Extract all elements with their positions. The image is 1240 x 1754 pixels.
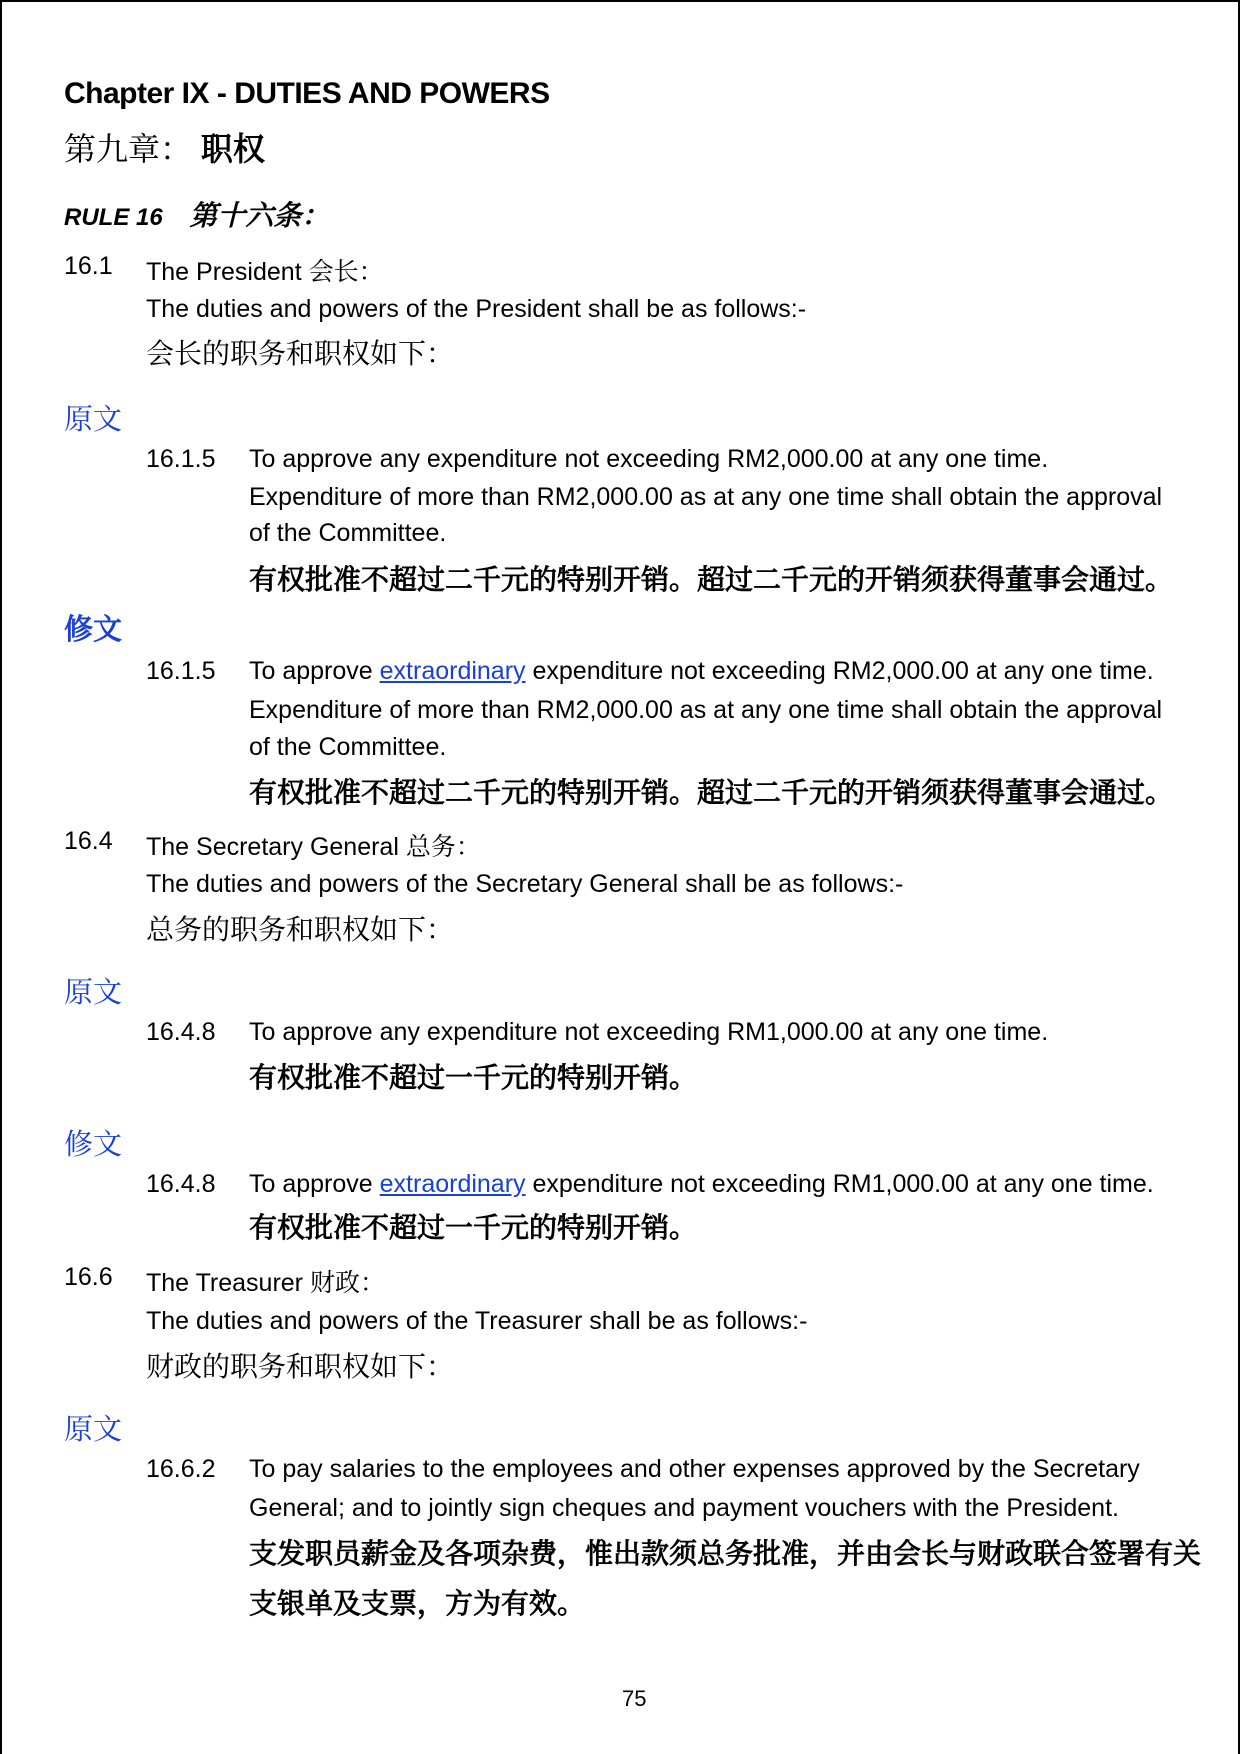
clause-line bbox=[249, 657, 1154, 686]
section-heading: The Treasurer 财政： bbox=[146, 1269, 385, 1297]
clause-zh: 有权批准不超过二千元的特别开销。超过二千元的开销须获得董事会通过。 bbox=[249, 777, 1174, 808]
clause-number: 16.4.8 bbox=[146, 1170, 216, 1198]
clause-line: To approve any expenditure not exceeding RM1,000.00 at any one time. bbox=[249, 1018, 1049, 1046]
original-text-tag: 原文 bbox=[64, 977, 123, 1009]
clause-line: of the Committee. bbox=[249, 733, 447, 761]
clause-line: of the Committee. bbox=[249, 519, 447, 547]
clause-zh: 有权批准不超过一千元的特别开销。 bbox=[249, 1212, 698, 1243]
section-intro-zh: 总务的职务和职权如下： bbox=[146, 914, 455, 945]
clause-line: Expenditure of more than RM2,000.00 as at any one time shall obtain the approval bbox=[249, 696, 1163, 724]
chapter-title-en: Chapter IX - DUTIES AND POWERS bbox=[64, 77, 550, 110]
rule-label: RULE 16 bbox=[64, 204, 163, 231]
page-number: 75 bbox=[622, 1686, 647, 1711]
clause-number: 16.1.5 bbox=[146, 445, 216, 473]
original-text-tag: 原文 bbox=[64, 404, 123, 436]
rule-heading bbox=[64, 194, 329, 234]
revised-text-tag: 修文 bbox=[64, 1129, 123, 1161]
extraordinary-link[interactable]: extraordinary bbox=[379, 1170, 526, 1198]
clause-zh: 支发职员薪金及各项杂费，惟出款须总务批准，并由会长与财政联合签署有关 bbox=[249, 1538, 1202, 1569]
clause-zh: 支银单及支票，方为有效。 bbox=[249, 1588, 586, 1619]
clause-text: expenditure not exceeding RM1,000.00 at any one time. bbox=[525, 1170, 1154, 1198]
revised-text-tag: 修文 bbox=[64, 614, 123, 646]
section-heading: The President 会长： bbox=[146, 258, 384, 286]
clause-line: To pay salaries to the employees and other expenses approved by the Secretary bbox=[249, 1455, 1140, 1483]
clause-line: General; and to jointly sign cheques and payment vouchers with the President. bbox=[249, 1494, 1119, 1522]
rule-label-zh: 第十六条： bbox=[189, 200, 330, 231]
clause-zh: 有权批准不超过二千元的特别开销。超过二千元的开销须获得董事会通过。 bbox=[249, 564, 1174, 595]
clause-text: To approve bbox=[249, 1170, 380, 1198]
section-number: 16.1 bbox=[64, 252, 113, 280]
chapter-title-zh bbox=[64, 124, 265, 170]
section-intro-en: The duties and powers of the Secretary General shall be as follows:- bbox=[146, 870, 904, 898]
clause-number: 16.6.2 bbox=[146, 1455, 216, 1483]
section-intro-zh: 财政的职务和职权如下： bbox=[146, 1351, 455, 1382]
clause-number: 16.4.8 bbox=[146, 1018, 216, 1046]
clause-line: To approve any expenditure not exceeding RM2,000.00 at any one time. bbox=[249, 445, 1049, 473]
section-number: 16.6 bbox=[64, 1263, 113, 1291]
chapter-title-zh-main: 职权 bbox=[200, 131, 265, 167]
extraordinary-link[interactable]: extraordinary bbox=[379, 657, 526, 685]
clause-line: Expenditure of more than RM2,000.00 as at any one time shall obtain the approval bbox=[249, 483, 1163, 511]
clause-zh: 有权批准不超过一千元的特别开销。 bbox=[249, 1062, 698, 1093]
clause-line bbox=[249, 1170, 1154, 1199]
clause-number: 16.1.5 bbox=[146, 657, 216, 685]
section-number: 16.4 bbox=[64, 827, 113, 855]
section-intro-en: The duties and powers of the Treasurer shall be as follows:- bbox=[146, 1307, 808, 1335]
section-heading: The Secretary General 总务： bbox=[146, 833, 481, 861]
original-text-tag: 原文 bbox=[64, 1414, 123, 1446]
clause-text: expenditure not exceeding RM2,000.00 at any one time. bbox=[525, 657, 1154, 685]
section-intro-zh: 会长的职务和职权如下： bbox=[146, 338, 455, 369]
section-intro-en: The duties and powers of the President shall be as follows:- bbox=[146, 295, 807, 323]
clause-text: To approve bbox=[249, 657, 380, 685]
chapter-title-zh-prefix: 第九章： bbox=[64, 131, 193, 167]
